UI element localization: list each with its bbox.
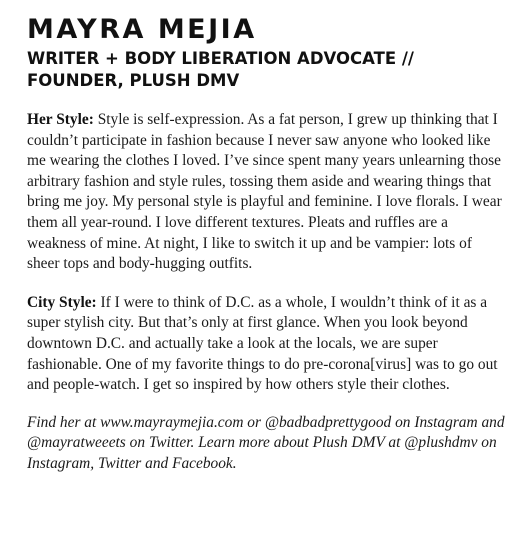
article: [27, 14, 507, 475]
subtitle-line-1: WRITER + BODY LIBERATION ADVOCATE //: [27, 49, 414, 68]
subtitle-line-2: FOUNDER, PLUSH DMV: [27, 71, 240, 90]
profile-subtitle: [27, 48, 507, 92]
profile-name: MAYRA MEJIA: [27, 14, 257, 45]
city-style-label: City Style:: [27, 293, 97, 311]
city-style-text: If I were to think of D.C. as a whole, I wouldn’t think of it as a super stylish city. But that’s only at first glance. When you look beyond downtown D.C. and actually take a look at the locals, we are super fashionable. One of my favorite things to do pre-corona[virus] was to go out and people-watch. I get so inspired by how others style their clothes.: [27, 293, 498, 394]
city-style-paragraph: [27, 293, 507, 396]
footer-note: Find her at www.mayraymejia.com or @badbadprettygood on Instagram and @mayratweeets on Twitter. Learn more about Plush DMV at @plushdmv on Instagram, Twitter and Facebook.: [27, 413, 505, 472]
her-style-paragraph: [27, 110, 507, 275]
her-style-label: Her Style:: [27, 111, 94, 128]
her-style-text: Style is self-expression. As a fat person, I grew up thinking that I couldn’t participate in fashion because I never saw anyone who looked like me wearing the clothes I loved. I’ve since spent many years unlearning those arbitrary fashion and style rules, tossing them aside and wearing things that bring me joy. My personal style is playful and feminine. I love florals. I wear them all year-round. I love different textures. Pleats and ruffles are a weakness of mine. At night, I like to switch it up and be vampier: lots of sheer tops and body-hugging outfits.: [27, 111, 502, 273]
